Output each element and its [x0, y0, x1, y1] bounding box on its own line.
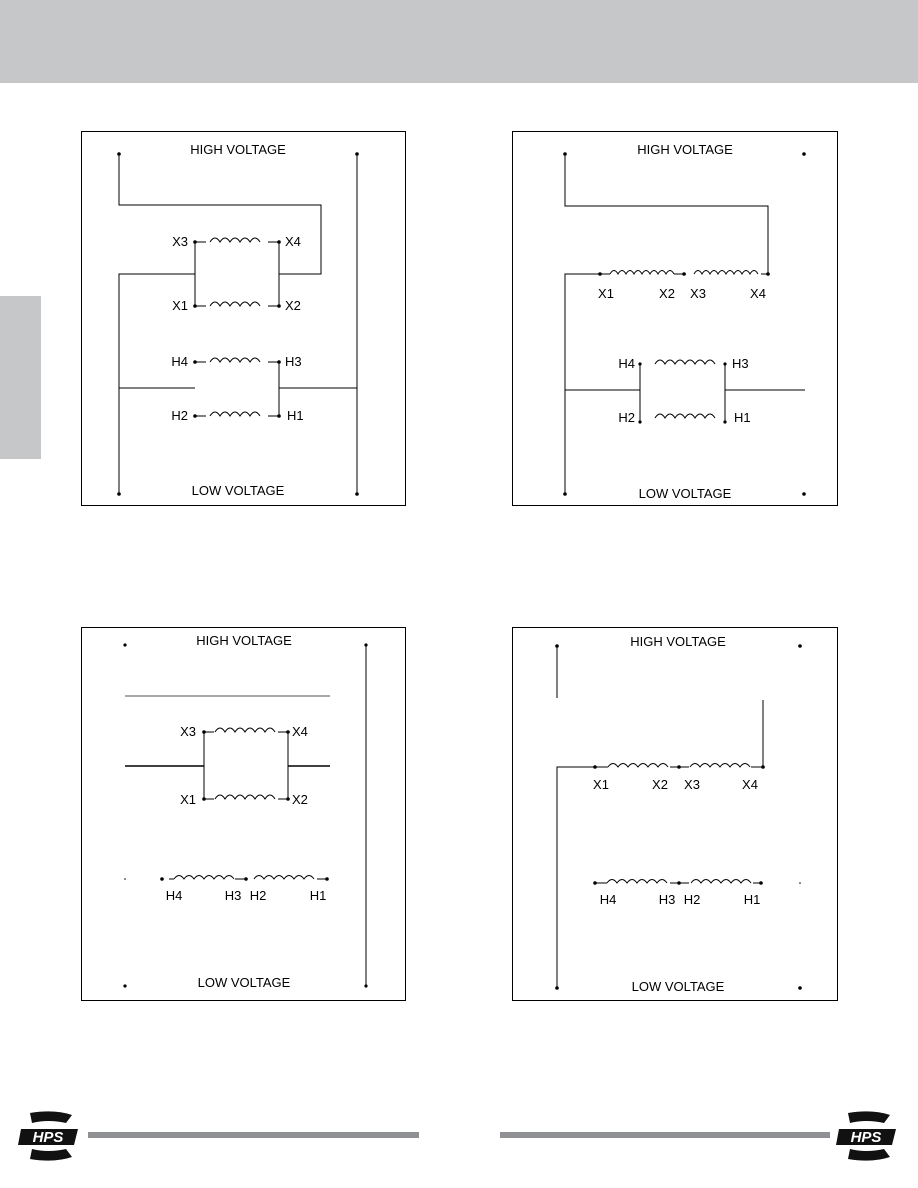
terminal-label: X1 — [180, 792, 196, 807]
terminal-label: X3 — [690, 286, 706, 301]
terminal-label: X4 — [285, 234, 301, 249]
high-voltage-label: HIGH VOLTAGE — [190, 142, 286, 157]
terminal-label: X1 — [172, 298, 188, 313]
terminal-label: H3 — [224, 888, 242, 903]
terminal-label: X4 — [742, 777, 758, 792]
terminal-label: H4 — [171, 354, 188, 369]
brand-name: HPS — [850, 1129, 882, 1146]
low-voltage-label: LOW VOLTAGE — [638, 486, 732, 501]
terminal-label: X3 — [180, 724, 196, 739]
terminal-label: X2 — [292, 792, 308, 807]
terminal-label: H3 — [732, 356, 749, 371]
brand-name: HPS — [32, 1129, 64, 1146]
hps-logo-right — [836, 1105, 898, 1167]
header-band — [0, 0, 918, 83]
high-voltage-label: HIGH VOLTAGE — [630, 634, 726, 649]
terminal-label: X3 — [684, 777, 700, 792]
terminal-label: H2 — [683, 892, 701, 907]
terminal-label: X1 — [593, 777, 609, 792]
hps-logo-left — [18, 1105, 80, 1167]
terminal-label: H2 — [249, 888, 267, 903]
terminal-label: X2 — [659, 286, 675, 301]
terminal-label: H3 — [658, 892, 676, 907]
terminal-label: X4 — [292, 724, 308, 739]
wiring-diagram-2 — [512, 131, 838, 506]
low-voltage-label: LOW VOLTAGE — [197, 975, 291, 990]
footer-bar-left — [88, 1132, 419, 1138]
wiring-diagram-1 — [81, 131, 406, 506]
terminal-label: H1 — [743, 892, 761, 907]
terminal-label: X3 — [172, 234, 188, 249]
terminal-label: H4 — [599, 892, 617, 907]
terminal-label: H3 — [285, 354, 302, 369]
terminal-label: X1 — [598, 286, 614, 301]
terminal-label: H4 — [618, 356, 635, 371]
wiring-diagram-4 — [512, 627, 838, 1001]
terminal-label: X2 — [285, 298, 301, 313]
footer-bar-right — [500, 1132, 830, 1138]
terminal-label: H1 — [734, 410, 751, 425]
terminal-label: H2 — [171, 408, 188, 423]
terminal-label: H1 — [287, 408, 304, 423]
low-voltage-label: LOW VOLTAGE — [631, 979, 725, 994]
terminal-label: H4 — [165, 888, 183, 903]
terminal-label: X2 — [652, 777, 668, 792]
terminal-label: H1 — [309, 888, 327, 903]
high-voltage-label: HIGH VOLTAGE — [196, 633, 292, 648]
terminal-label: X4 — [750, 286, 766, 301]
side-tab — [0, 296, 41, 459]
terminal-label: H2 — [618, 410, 635, 425]
high-voltage-label: HIGH VOLTAGE — [637, 142, 733, 157]
wiring-diagram-3 — [81, 627, 406, 1001]
low-voltage-label: LOW VOLTAGE — [191, 483, 285, 498]
